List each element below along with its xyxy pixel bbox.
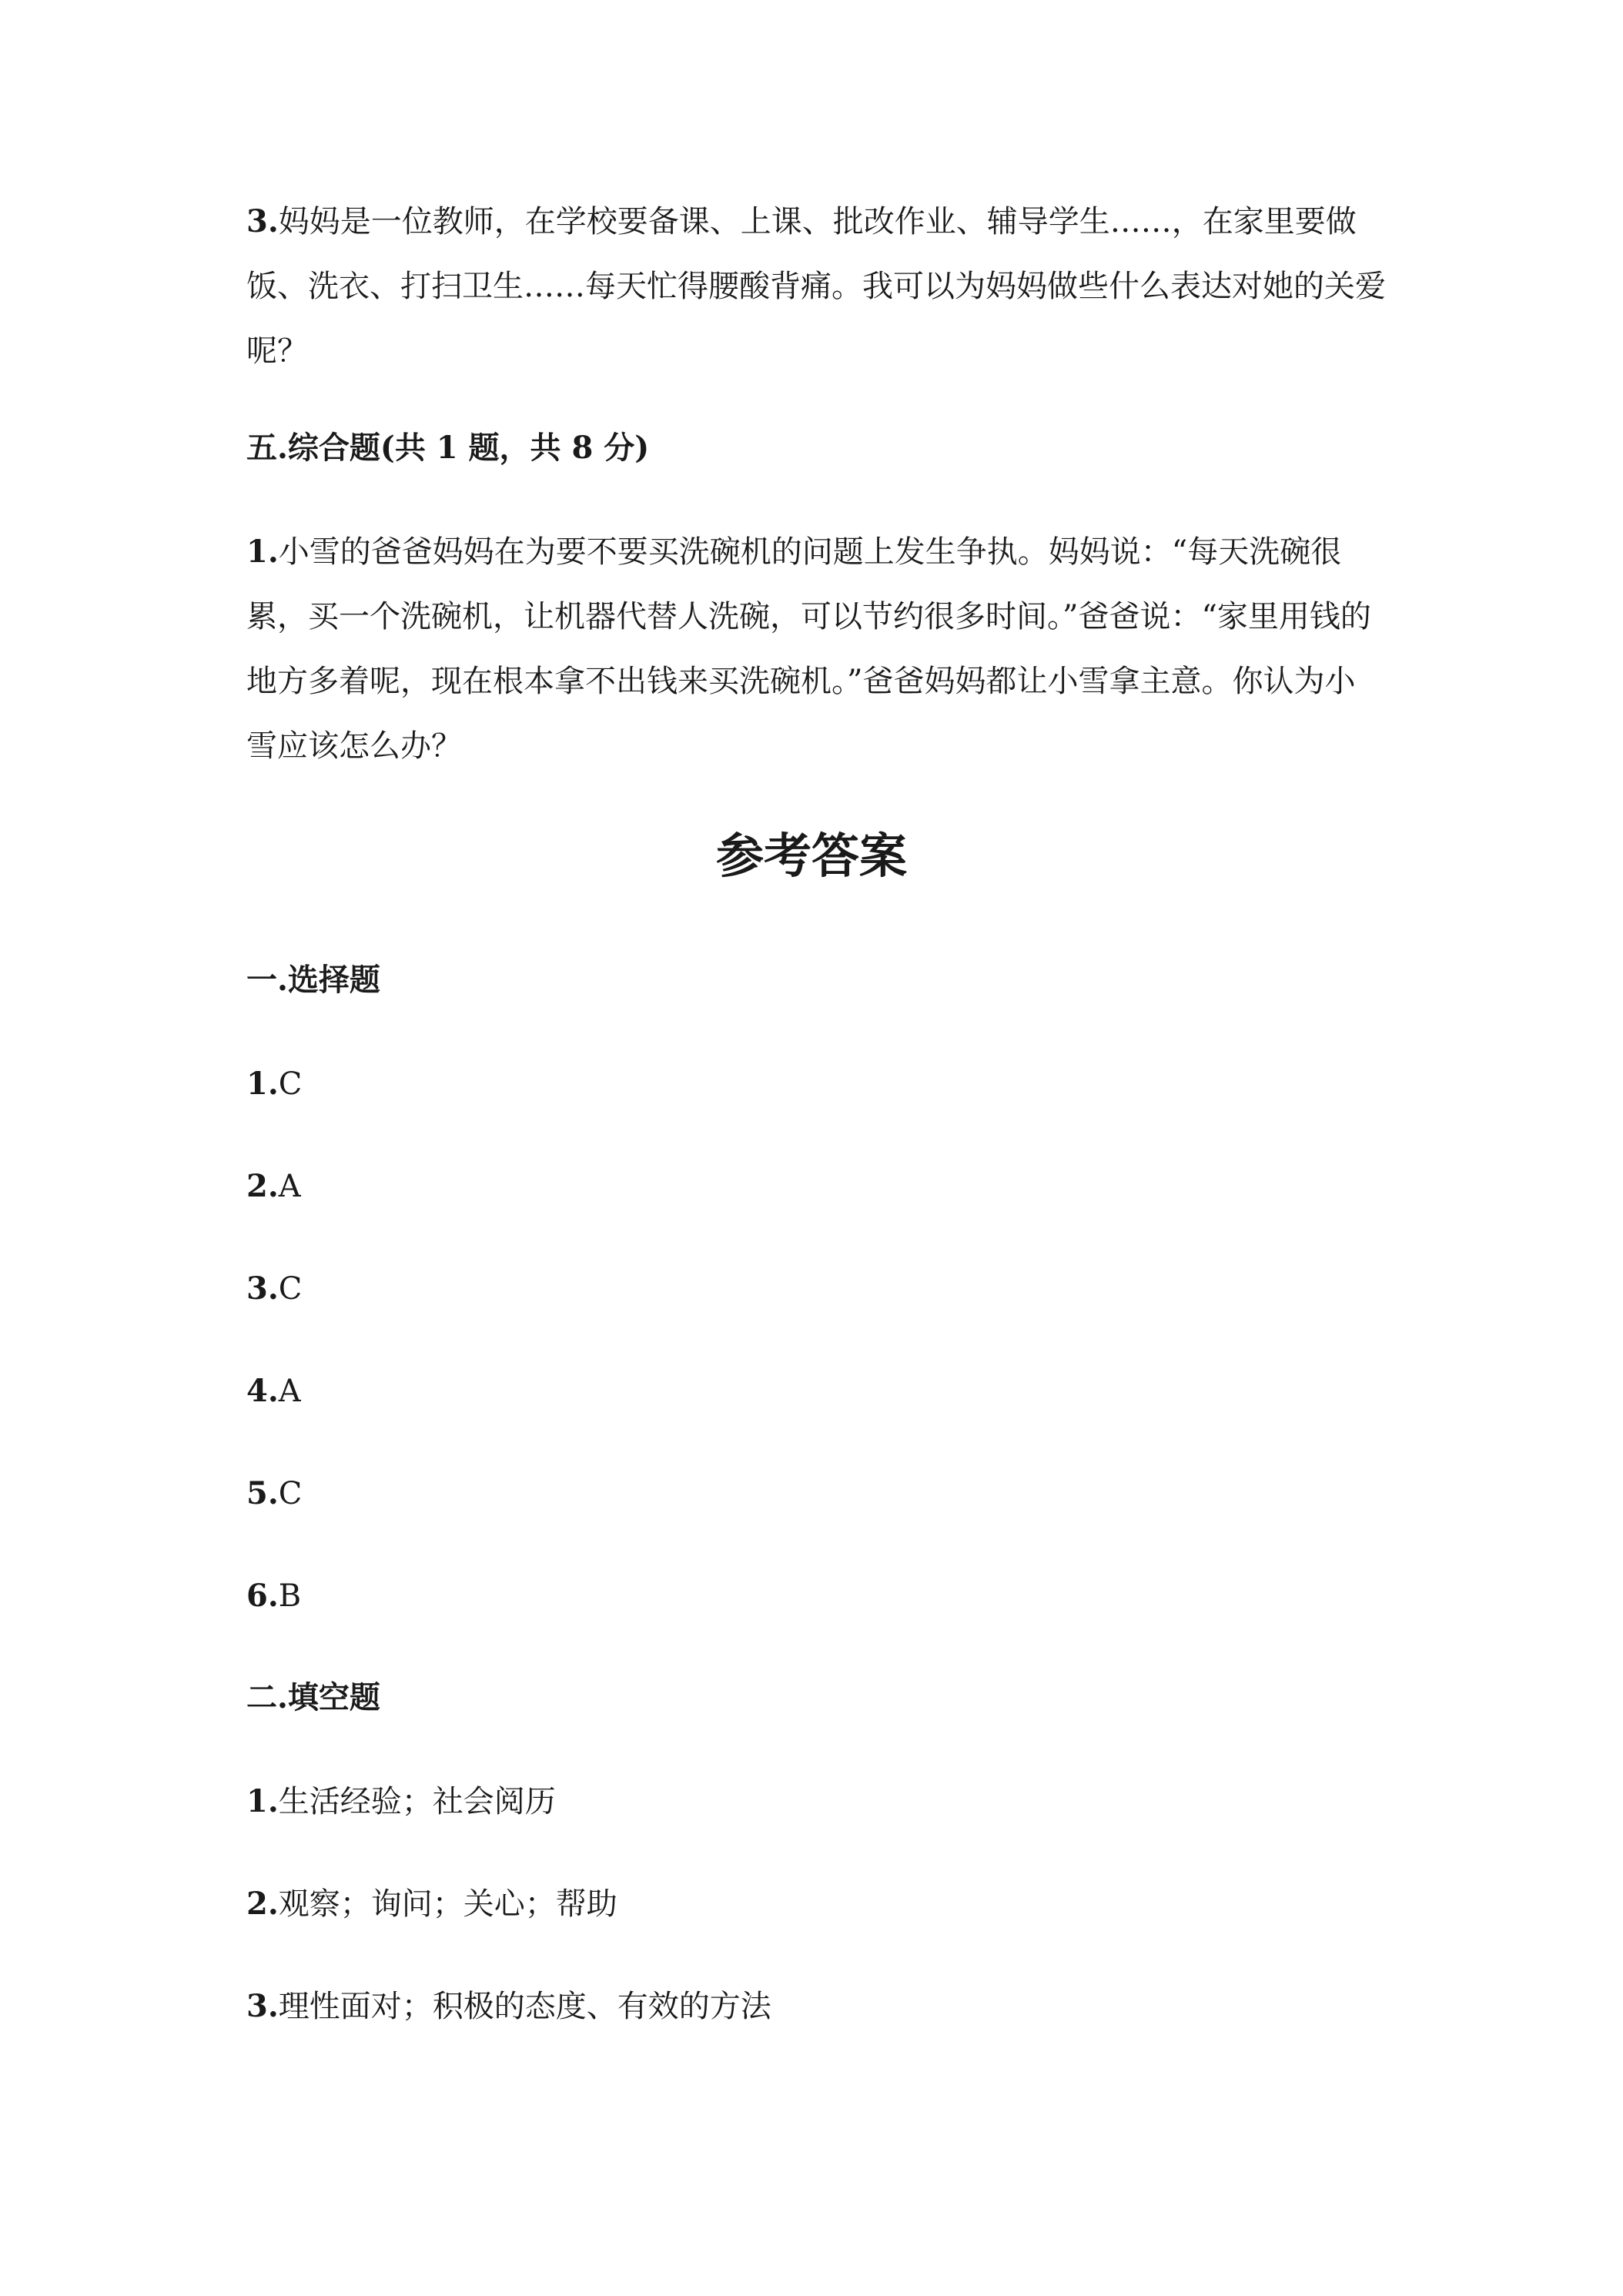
fill-answer-1-number: 1. xyxy=(246,1783,279,1819)
fill-answer-1 xyxy=(246,1779,556,1825)
fill-answer-3-number: 3. xyxy=(246,1988,279,2024)
question-3-number: 3. xyxy=(246,203,279,239)
choice-answer-5-number: 5. xyxy=(246,1475,279,1511)
choice-answer-6-value: B xyxy=(278,1578,302,1614)
choice-answer-6-number: 6. xyxy=(246,1578,279,1614)
choice-answer-2-value: A xyxy=(278,1169,301,1204)
fill-answer-2-number: 2. xyxy=(246,1886,279,1922)
choice-answer-3-number: 3. xyxy=(246,1270,279,1307)
fill-section-heading: 二.填空题 xyxy=(246,1679,380,1715)
choice-answer-1 xyxy=(246,1061,302,1107)
answers-title: 参考答案 xyxy=(715,828,907,884)
choice-answer-2 xyxy=(246,1163,301,1210)
section-5-question-1-text: 小雪的爸爸妈妈在为要不要买洗碗机的问题上发生争执。妈妈说：“每天洗碗很累，买一个洗碗机，让机器代替人洗碗，可以节约很多时间。”爸爸说：“家里用钱的地方多着呢，现在根本拿不出钱来买洗碗机。”爸爸妈妈都让小雪拿主意。你认为小雪应该怎么办？ xyxy=(246,534,1371,764)
fill-answer-1-value: 生活经验；社会阅历 xyxy=(278,1784,556,1819)
choice-answer-2-number: 2. xyxy=(246,1168,279,1204)
choice-answer-1-value: C xyxy=(278,1066,303,1102)
choice-answer-6 xyxy=(246,1573,301,1619)
choice-answer-3 xyxy=(246,1266,302,1312)
choice-answer-5-value: C xyxy=(278,1476,303,1511)
fill-answer-2-value: 观察；询问；关心；帮助 xyxy=(278,1886,617,1922)
choice-answer-4-number: 4. xyxy=(246,1373,279,1409)
choice-answer-4-value: A xyxy=(278,1374,301,1409)
fill-answer-3-value: 理性面对；积极的态度、有效的方法 xyxy=(278,1989,771,2024)
question-3-text: 妈妈是一位教师，在学校要备课、上课、批改作业、辅导学生……，在家里要做饭、洗衣、打扫卫生……每天忙得腰酸背痛。我可以为妈妈做些什么表达对她的关爱呢？ xyxy=(246,204,1386,369)
section-5-question-1-number: 1. xyxy=(246,534,279,570)
question-3 xyxy=(246,189,1386,383)
choice-answer-1-number: 1. xyxy=(246,1066,279,1102)
choice-answer-5 xyxy=(246,1471,302,1517)
fill-answer-2 xyxy=(246,1881,617,1927)
section-5-heading: 五.综合题(共 1 题，共 8 分) xyxy=(246,430,650,466)
choice-answer-3-value: C xyxy=(278,1271,303,1307)
choice-answer-4 xyxy=(246,1368,301,1414)
fill-answer-3 xyxy=(246,1983,771,2030)
section-5-question-1 xyxy=(246,520,1386,778)
choice-section-heading: 一.选择题 xyxy=(246,962,380,998)
